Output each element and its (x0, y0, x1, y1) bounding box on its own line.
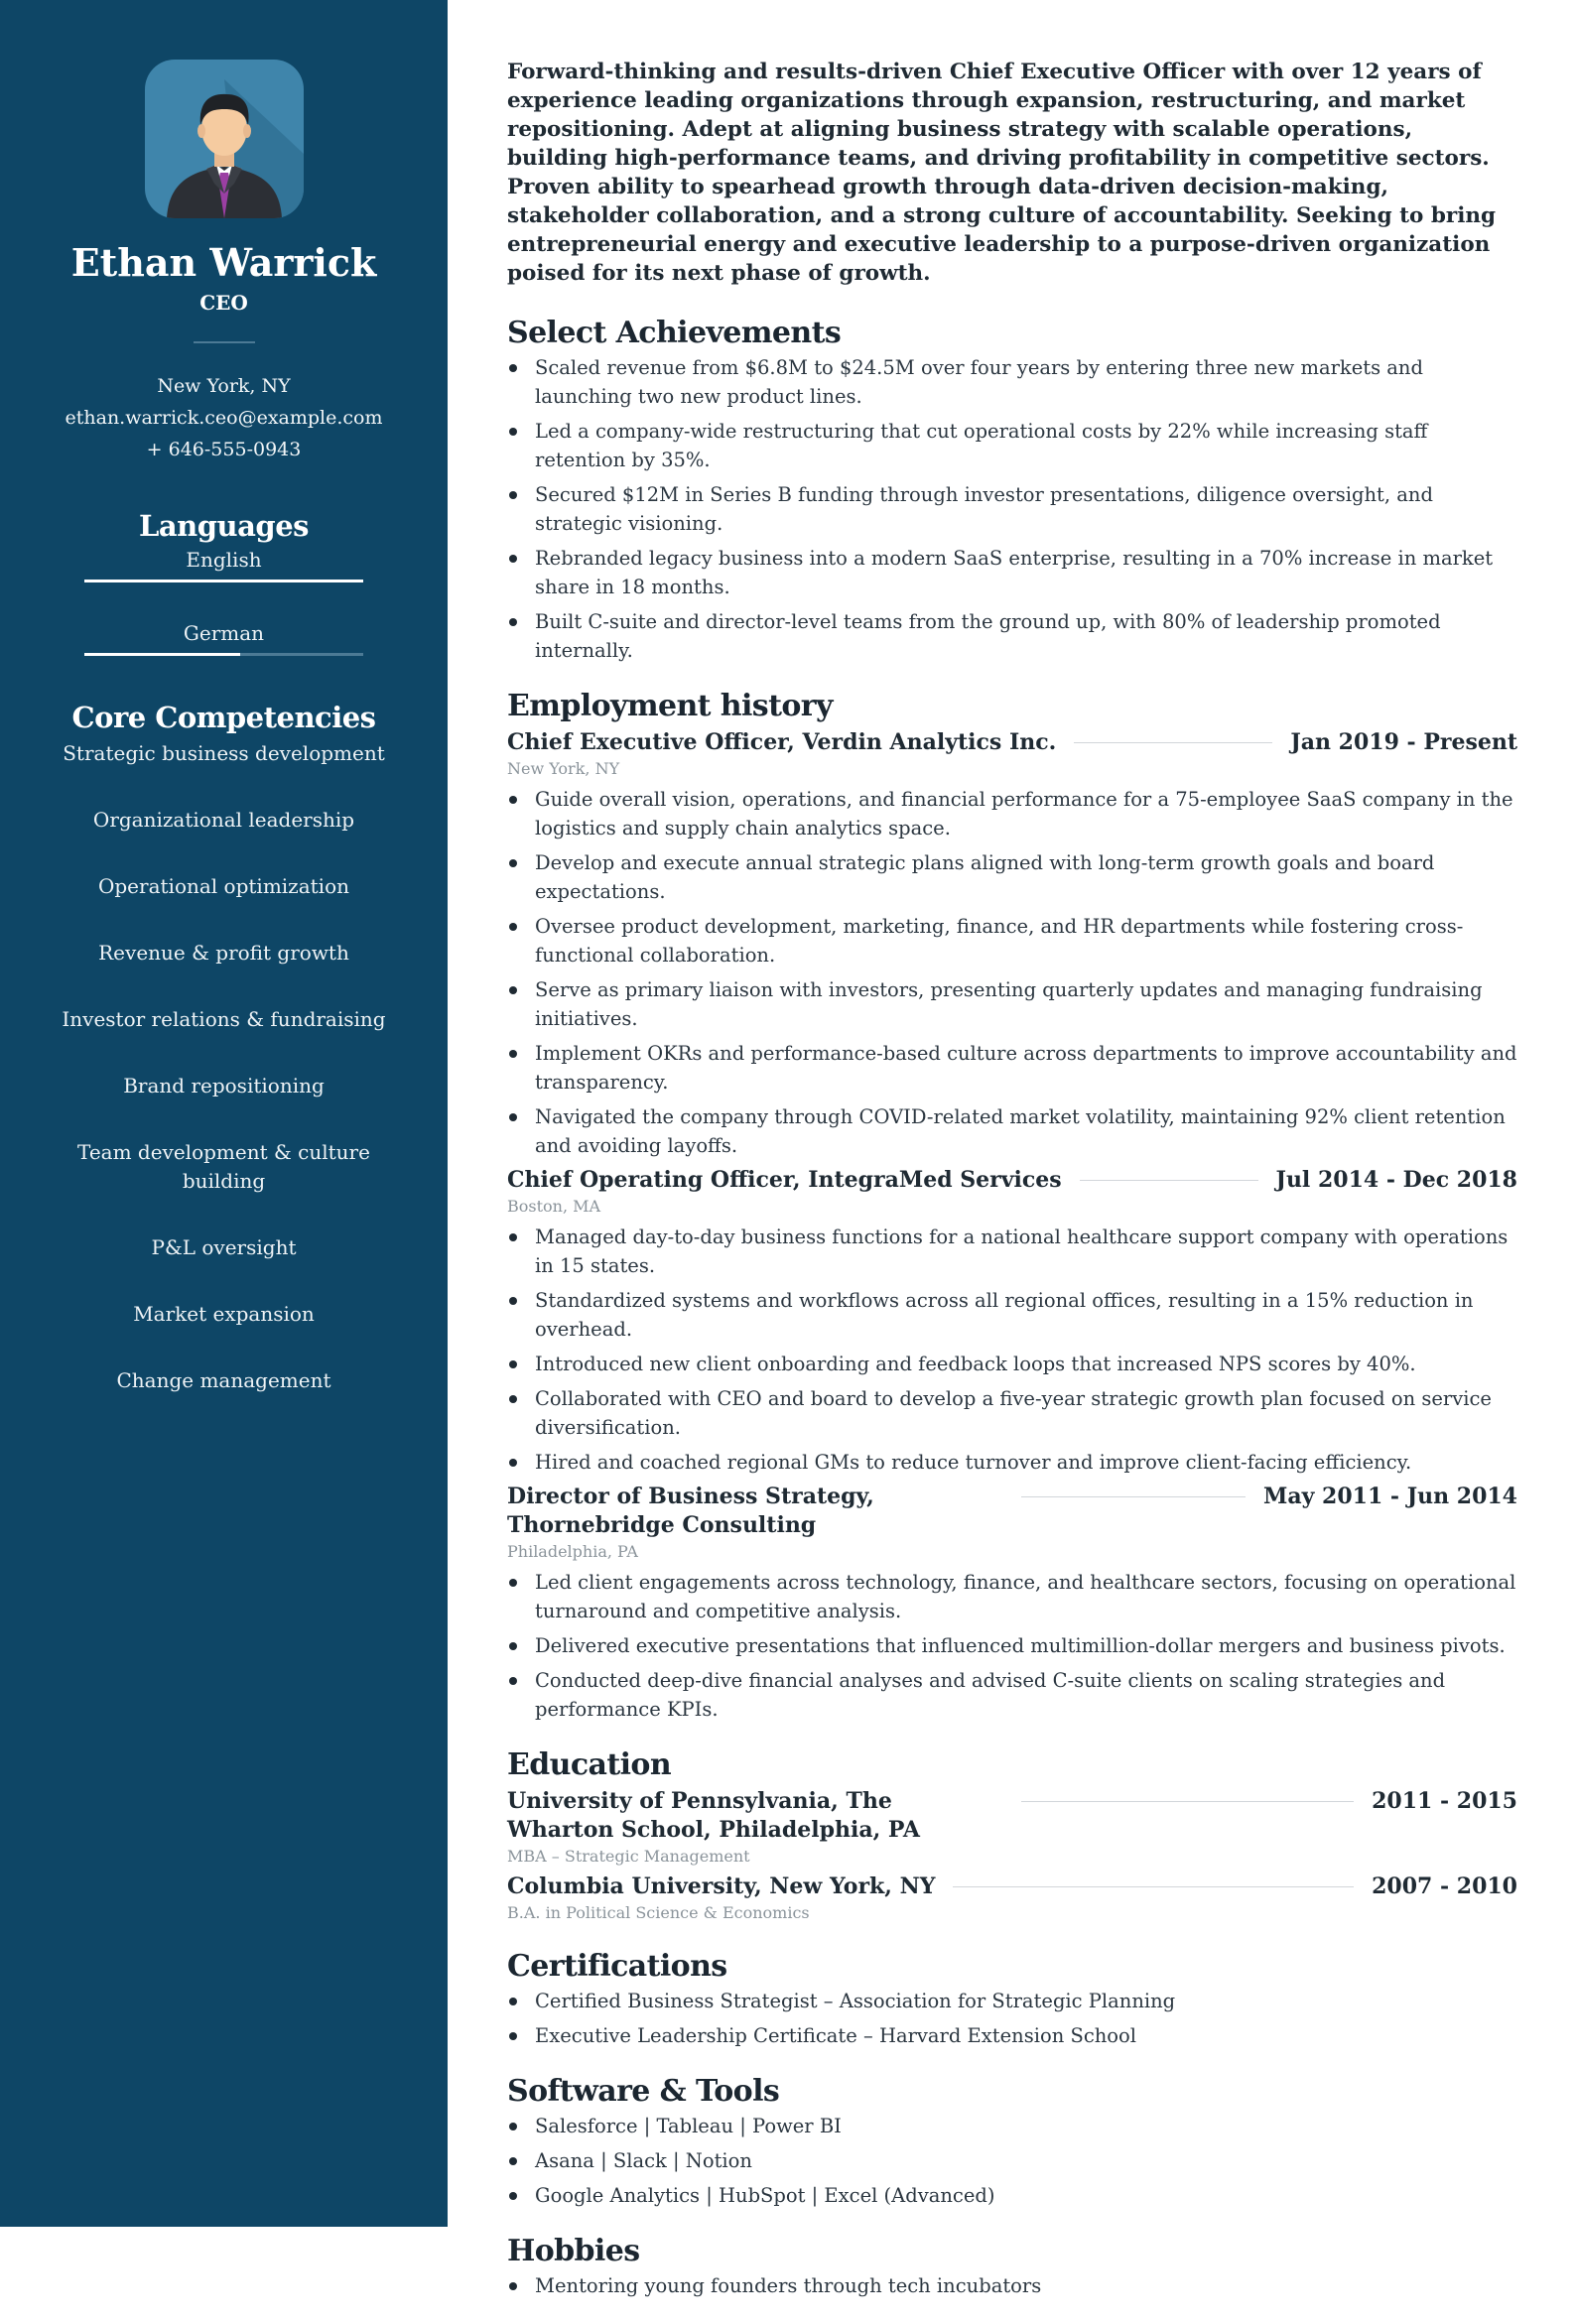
list-item: Conducted deep-dive financial analyses and advised C-suite clients on scaling strategies and performance KPIs. (507, 1666, 1517, 1724)
software-section (507, 2074, 1517, 2210)
list-item: Collaborated with CEO and board to develop a five-year strategic growth plan focused on service diversification. (507, 1384, 1517, 1442)
job-title: Chief Operating Officer, IntegraMed Services (507, 1167, 1062, 1193)
divider (194, 341, 255, 343)
certifications-heading: Certifications (507, 1949, 727, 1984)
education-dates: 2007 - 2010 (1372, 1873, 1517, 1899)
list-item: Guide overall vision, operations, and financial performance for a 75-employee SaaS company in the logistics and supply chain analytics space. (507, 785, 1517, 842)
language-level-bar (84, 580, 363, 582)
divider (1021, 1801, 1354, 1802)
school-name: University of Pennsylvania, The Wharton School, Philadelphia, PA (507, 1788, 920, 1843)
profile-summary: Forward-thinking and results-driven Chief Executive Officer with over 12 years of experience leading organizations through expansion, restructuring, and market repositioning. Adept at aligning business strategy with scalable operations, building high-performance teams, and driving profitability in competitive sectors. Proven ability to spearhead growth through data-driven decision-making, stakeholder collaboration, and a strong culture of accountability. Seeking to bring entrepreneurial energy and executive leadership to a purpose-driven organization poised for its next phase of growth. (507, 60, 1497, 286)
competencies-heading: Core Competencies (71, 701, 376, 734)
list-item: Mentoring young founders through tech incubators (507, 2271, 1517, 2300)
competency-item: Change management (116, 1368, 331, 1392)
language-level-fill (84, 580, 363, 582)
list-item: Managed day-to-day business functions for a national healthcare support company with operations in 15 states. (507, 1223, 1517, 1280)
education-heading: Education (507, 1747, 672, 1782)
job-dates: May 2011 - Jun 2014 (1262, 1484, 1517, 1509)
divider (1021, 1496, 1246, 1497)
contact-phone[interactable]: + 646-555-0943 (146, 439, 302, 460)
competency-item: Revenue & profit growth (98, 941, 349, 965)
list-item: Serve as primary liaison with investors, presenting quarterly updates and managing fundraising initiatives. (507, 975, 1517, 1033)
list-item: Executive Leadership Certificate – Harvard Extension School (507, 2021, 1517, 2050)
list-item: Built C-suite and director-level teams from the ground up, with 80% of leadership promoted internally. (507, 607, 1517, 665)
school-name: Columbia University, New York, NY (507, 1873, 936, 1899)
achievements-section (507, 316, 1517, 665)
competency-item: Market expansion (133, 1302, 315, 1326)
achievements-heading: Select Achievements (507, 316, 842, 350)
job-dates: Jan 2019 - Present (1290, 729, 1517, 755)
competency-item: Team development & culture building (77, 1140, 370, 1193)
education-header (507, 1872, 1517, 1901)
competency-item: Operational optimization (97, 874, 349, 898)
list-item: Secured $12M in Series B funding through investor presentations, diligence oversight, and strategic visioning. (507, 480, 1517, 538)
competency-item: Organizational leadership (92, 808, 355, 832)
list-item: Implement OKRs and performance-based culture across departments to improve accountability and transparency. (507, 1039, 1517, 1097)
job-header (507, 1483, 1517, 1540)
list-item: Salesforce | Tableau | Power BI (507, 2112, 1517, 2140)
main-content (507, 58, 1517, 2324)
competency-item: P&L oversight (151, 1235, 297, 1259)
hobbies-section (507, 2234, 1517, 2300)
education-section (507, 1747, 1517, 1925)
degree: MBA – Strategic Management (507, 1847, 750, 1866)
job-header (507, 1166, 1517, 1195)
list-item: Introduced new client onboarding and feedback loops that increased NPS scores by 40%. (507, 1350, 1517, 1378)
list-item: Navigated the company through COVID-related market volatility, maintaining 92% client retention and avoiding layoffs. (507, 1102, 1517, 1160)
language-level-fill (84, 653, 240, 656)
job-location: New York, NY (507, 759, 620, 778)
language-german: German (183, 621, 265, 645)
certifications-section (507, 1949, 1517, 2050)
list-item: Led a company-wide restructuring that cut operational costs by 22% while increasing staff retention by 35%. (507, 417, 1517, 474)
list-item: Hired and coached regional GMs to reduce turnover and improve client-facing efficiency. (507, 1448, 1517, 1477)
list-item: Oversee product development, marketing, finance, and HR departments while fostering cross-functional collaboration. (507, 912, 1517, 969)
language-english: English (186, 548, 262, 572)
job-header (507, 728, 1517, 757)
languages-heading: Languages (139, 509, 309, 543)
list-item: Develop and execute annual strategic plans aligned with long-term growth goals and board expectations. (507, 848, 1517, 906)
competencies-list (60, 739, 388, 1433)
job-dates: Jul 2014 - Dec 2018 (1275, 1167, 1517, 1193)
education-dates: 2011 - 2015 (1372, 1788, 1517, 1814)
profile-role: CEO (199, 291, 248, 315)
competency-item: Strategic business development (63, 741, 385, 765)
employment-section (507, 689, 1517, 1724)
list-item: Asana | Slack | Notion (507, 2146, 1517, 2175)
hobbies-heading: Hobbies (507, 2234, 640, 2268)
list-item: Delivered executive presentations that influenced multimillion-dollar mergers and business pivots. (507, 1631, 1517, 1660)
software-heading: Software & Tools (507, 2074, 780, 2109)
job-title: Director of Business Strategy, Thornebridge Consulting (507, 1484, 874, 1538)
employment-heading: Employment history (507, 689, 833, 723)
contact-email[interactable]: ethan.warrick.ceo@example.com (65, 407, 383, 429)
degree: B.A. in Political Science & Economics (507, 1903, 810, 1922)
list-item: Google Analytics | HubSpot | Excel (Advanced) (507, 2181, 1517, 2210)
divider (953, 1886, 1354, 1887)
list-item: Certified Business Strategist – Association for Strategic Planning (507, 1987, 1517, 2015)
sidebar (0, 0, 448, 2227)
language-level-bar (84, 653, 363, 656)
competency-item: Investor relations & fundraising (62, 1007, 386, 1031)
job-location: Philadelphia, PA (507, 1542, 638, 1561)
avatar-icon (145, 60, 304, 218)
divider (1074, 742, 1272, 743)
education-header (507, 1787, 1517, 1845)
list-item: Standardized systems and workflows across all regional offices, resulting in a 15% reduction in overhead. (507, 1286, 1517, 1344)
job-title: Chief Executive Officer, Verdin Analytics Inc. (507, 729, 1057, 755)
competency-item: Brand repositioning (123, 1074, 325, 1097)
list-item: Rebranded legacy business into a modern SaaS enterprise, resulting in a 70% increase in market share in 18 months. (507, 544, 1517, 601)
divider (1080, 1180, 1258, 1181)
contact-location: New York, NY (157, 375, 291, 397)
profile-name: Ethan Warrick (70, 240, 377, 285)
job-location: Boston, MA (507, 1197, 601, 1216)
list-item: Scaled revenue from $6.8M to $24.5M over four years by entering three new markets and launching two new product lines. (507, 353, 1517, 411)
list-item: Led client engagements across technology, finance, and healthcare sectors, focusing on operational turnaround and competitive analysis. (507, 1568, 1517, 1625)
